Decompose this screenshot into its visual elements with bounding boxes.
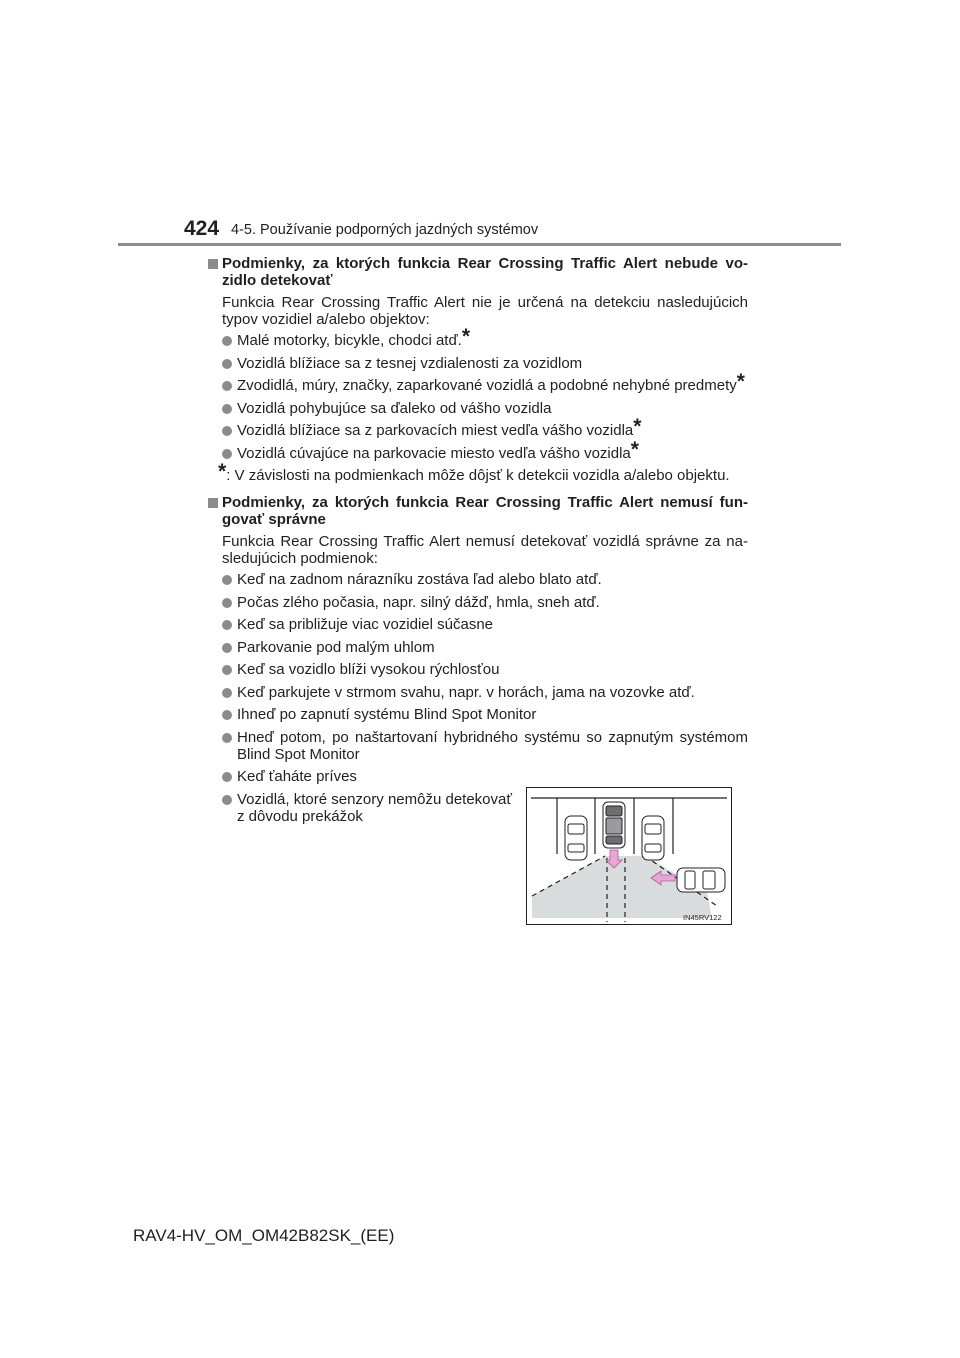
section2-heading xyxy=(208,494,748,528)
circle-bullet-icon xyxy=(222,598,232,608)
list-item xyxy=(222,768,748,785)
list-item xyxy=(222,325,748,349)
list-item-text: Vozidlá cúvajúce na parkovacie miesto vedľa vášho vozidla xyxy=(237,444,631,462)
list-item xyxy=(222,729,748,763)
list-item xyxy=(222,594,748,611)
list-item xyxy=(222,415,748,439)
list-item-text: Keď parkujete v strmom svahu, napr. v horách, jama na vozovke atď. xyxy=(237,683,695,701)
page-content xyxy=(208,251,748,941)
circle-bullet-icon xyxy=(222,772,232,782)
obstruction-row xyxy=(208,791,748,941)
circle-bullet-icon xyxy=(222,381,232,391)
list-item-text: Keď sa vozidlo blíži vysokou rýchlosťou xyxy=(237,661,500,678)
circle-bullet-icon xyxy=(222,575,232,585)
list-item xyxy=(222,571,748,588)
square-bullet-icon xyxy=(208,498,218,508)
section1-list xyxy=(222,325,748,462)
list-item-text: Vozidlá blížiace sa z tesnej vzdialenosti za vozidlom xyxy=(237,354,583,372)
section2-intro: Funkcia Rear Crossing Traffic Alert nemusí detekovať vozidlá správne za na-sledujúcich podmienok: xyxy=(222,533,748,567)
circle-bullet-icon xyxy=(222,665,232,675)
list-item-text: Keď ťaháte príves xyxy=(237,768,357,785)
list-item xyxy=(222,370,748,394)
figure-label: IN45RV122 xyxy=(683,912,722,922)
list-item-text: Malé motorky, bicykle, chodci atď. xyxy=(237,332,462,349)
page-number: 424 xyxy=(184,217,220,240)
footnote-star-icon: * xyxy=(630,437,639,461)
circle-bullet-icon xyxy=(222,404,232,414)
list-item-text: Vozidlá pohybujúce sa ďaleko od vášho vozidla xyxy=(237,399,552,417)
footnote-text: : V závislosti na podmienkach môže dôjsť k detekcii vozidla a/alebo objektu. xyxy=(226,467,730,484)
circle-bullet-icon xyxy=(222,336,232,346)
section1-intro: Funkcia Rear Crossing Traffic Alert nie je určená na detekciu nasledujúcich typov vozidiel a/alebo objektov: xyxy=(222,294,748,328)
approaching-car xyxy=(677,868,725,892)
circle-bullet-icon xyxy=(222,449,232,459)
circle-bullet-icon xyxy=(222,426,232,436)
circle-bullet-icon xyxy=(222,710,232,720)
parking-illustration xyxy=(526,787,732,925)
footnote-star-icon: * xyxy=(633,415,642,438)
list-item-text: Ihneď po zapnutí systému Blind Spot Monitor xyxy=(237,706,537,723)
detection-area xyxy=(532,856,623,918)
list-item xyxy=(222,639,748,656)
parked-car-right xyxy=(642,816,664,860)
circle-bullet-icon xyxy=(222,733,232,743)
list-item xyxy=(222,661,748,678)
circle-bullet-icon xyxy=(222,795,232,805)
section1-heading xyxy=(208,255,748,289)
section2-last-list xyxy=(222,791,512,831)
section2-heading-text: Podmienky, za ktorých funkcia Rear Crossing Traffic Alert nemusí fun-govať správne xyxy=(222,494,748,528)
circle-bullet-icon xyxy=(222,688,232,698)
list-item-text: Keď na zadnom nárazníku zostáva ľad alebo blato atď. xyxy=(237,571,602,588)
list-item xyxy=(222,616,748,633)
section-title: 4-5. Používanie podporných jazdných systémov xyxy=(231,222,539,238)
footer-doc-code: RAV4-HV_OM_OM42B82SK_(EE) xyxy=(133,1226,395,1245)
section2-list xyxy=(222,571,748,785)
list-item-text: Keď sa približuje viac vozidiel súčasne xyxy=(237,616,494,633)
list-item-text: Zvodidlá, múry, značky, zaparkované vozidlá a podobné nehybné predmety xyxy=(237,377,737,394)
list-item-text: Počas zlého počasia, napr. silný dážď, hmla, sneh atď. xyxy=(237,593,600,611)
list-item-text: Parkovanie pod malým uhlom xyxy=(237,638,435,656)
list-item xyxy=(222,355,748,372)
list-item xyxy=(222,437,748,462)
footnote xyxy=(218,460,748,484)
list-item xyxy=(222,400,748,417)
circle-bullet-icon xyxy=(222,359,232,369)
parked-car-left xyxy=(565,816,587,860)
list-item xyxy=(222,706,748,723)
header-rule xyxy=(118,243,841,246)
own-car xyxy=(603,802,625,848)
square-bullet-icon xyxy=(208,259,218,269)
list-item-text: Vozidlá blížiace sa z parkovacích miest vedľa vášho vozidla xyxy=(237,422,634,439)
footnote-star-icon: * xyxy=(736,370,745,393)
list-item xyxy=(222,684,748,701)
footnote-star-icon: * xyxy=(218,460,227,483)
circle-bullet-icon xyxy=(222,620,232,630)
footnote-star-icon: * xyxy=(461,325,471,348)
circle-bullet-icon xyxy=(222,643,232,653)
list-item-text: Vozidlá, ktoré senzory nemôžu detekovať z dôvodu prekážok xyxy=(237,790,512,825)
section1-heading-text: Podmienky, za ktorých funkcia Rear Crossing Traffic Alert nebude vo-zidlo detekovať xyxy=(222,255,748,289)
list-item xyxy=(222,791,512,825)
parking-diagram xyxy=(527,788,731,924)
list-item-text: Hneď potom, po naštartovaní hybridného systému so zapnutým systémom Blind Spot Monitor xyxy=(237,728,748,763)
